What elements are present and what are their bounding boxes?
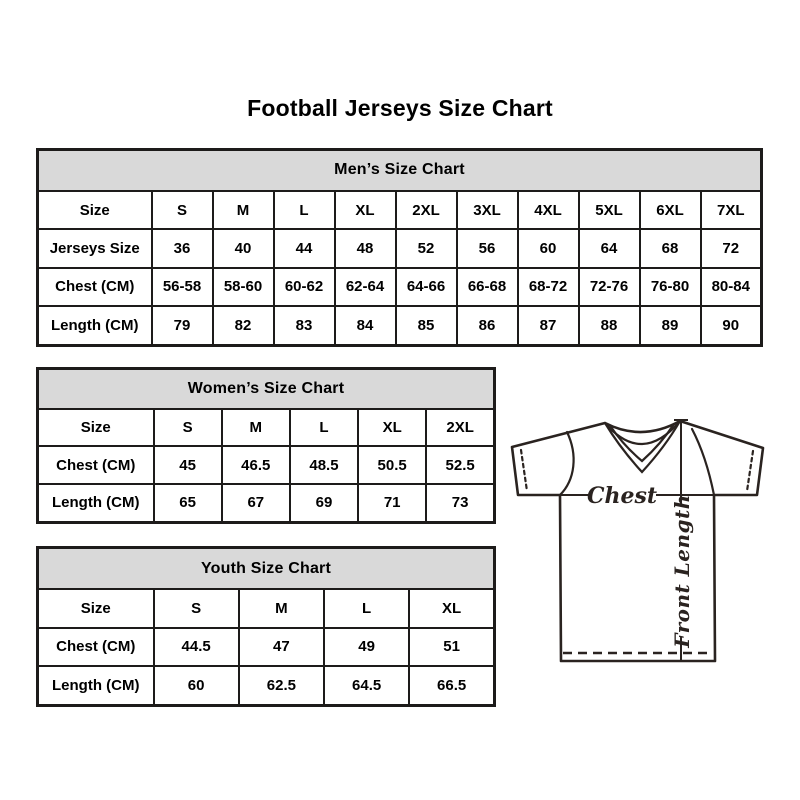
youth-cell: L: [324, 589, 409, 627]
youth-cell: 51: [409, 628, 494, 666]
mens-cell: 44: [274, 229, 335, 267]
womens-cell: 73: [426, 484, 494, 523]
youth-row-label: Size: [38, 589, 154, 627]
mens-cell: 84: [335, 306, 396, 345]
womens-cell: 46.5: [222, 446, 290, 484]
womens-cell: 69: [290, 484, 358, 523]
mens-cell: 88: [579, 306, 640, 345]
youth-row-label: Length (CM): [38, 666, 154, 706]
womens-cell: M: [222, 409, 290, 447]
mens-cell: 89: [640, 306, 701, 345]
mens-cell: 79: [152, 306, 213, 345]
mens-cell: 58-60: [213, 268, 274, 306]
mens-cell: 83: [274, 306, 335, 345]
mens-cell: 7XL: [701, 191, 762, 229]
youth-size-chart-table: [36, 546, 496, 707]
youth-cell: 66.5: [409, 666, 494, 706]
mens-cell: L: [274, 191, 335, 229]
mens-cell: 4XL: [518, 191, 579, 229]
womens-cell: 45: [154, 446, 222, 484]
mens-cell: 90: [701, 306, 762, 345]
mens-cell: 6XL: [640, 191, 701, 229]
mens-table-title: Men’s Size Chart: [38, 150, 762, 191]
mens-cell: XL: [335, 191, 396, 229]
womens-table: [36, 367, 496, 524]
mens-cell: 2XL: [396, 191, 457, 229]
mens-cell: 36: [152, 229, 213, 267]
youth-table-title: Youth Size Chart: [38, 548, 495, 590]
mens-cell: 72: [701, 229, 762, 267]
youth-cell: 64.5: [324, 666, 409, 706]
mens-row-label: Length (CM): [38, 306, 152, 345]
youth-cell: 49: [324, 628, 409, 666]
mens-cell: 64-66: [396, 268, 457, 306]
mens-cell: 48: [335, 229, 396, 267]
youth-cell: 62.5: [239, 666, 324, 706]
page-title: Football Jerseys Size Chart: [247, 95, 553, 121]
youth-cell: 47: [239, 628, 324, 666]
youth-cell: 44.5: [154, 628, 239, 666]
mens-cell: 66-68: [457, 268, 518, 306]
jersey-measurement-diagram: [505, 412, 775, 670]
mens-cell: M: [213, 191, 274, 229]
mens-row-label: Chest (CM): [38, 268, 152, 306]
youth-cell: M: [239, 589, 324, 627]
mens-cell: 80-84: [701, 268, 762, 306]
mens-cell: 3XL: [457, 191, 518, 229]
mens-size-chart-table: [36, 148, 763, 347]
mens-cell: 86: [457, 306, 518, 345]
mens-cell: 68-72: [518, 268, 579, 306]
youth-table: [36, 546, 496, 707]
mens-table: [36, 148, 763, 347]
front-length-label: Front Length: [670, 494, 694, 648]
womens-row-label: Length (CM): [38, 484, 154, 523]
mens-cell: 62-64: [335, 268, 396, 306]
womens-cell: 65: [154, 484, 222, 523]
mens-cell: 85: [396, 306, 457, 345]
mens-cell: 56: [457, 229, 518, 267]
mens-cell: 56-58: [152, 268, 213, 306]
womens-cell: XL: [358, 409, 426, 447]
youth-row-label: Chest (CM): [38, 628, 154, 666]
mens-cell: 82: [213, 306, 274, 345]
womens-cell: 67: [222, 484, 290, 523]
womens-size-chart-table: [36, 367, 496, 524]
mens-cell: 72-76: [579, 268, 640, 306]
mens-cell: 76-80: [640, 268, 701, 306]
mens-cell: 68: [640, 229, 701, 267]
mens-cell: 52: [396, 229, 457, 267]
womens-cell: 2XL: [426, 409, 494, 447]
mens-cell: S: [152, 191, 213, 229]
youth-cell: S: [154, 589, 239, 627]
mens-cell: 60-62: [274, 268, 335, 306]
womens-cell: 50.5: [358, 446, 426, 484]
mens-cell: 60: [518, 229, 579, 267]
mens-cell: 87: [518, 306, 579, 345]
womens-row-label: Size: [38, 409, 154, 447]
youth-cell: 60: [154, 666, 239, 706]
womens-cell: S: [154, 409, 222, 447]
womens-table-title: Women’s Size Chart: [38, 369, 495, 409]
womens-cell: 71: [358, 484, 426, 523]
mens-row-label: Size: [38, 191, 152, 229]
womens-cell: 48.5: [290, 446, 358, 484]
mens-cell: 40: [213, 229, 274, 267]
chest-label: Chest: [586, 483, 658, 509]
womens-cell: 52.5: [426, 446, 494, 484]
womens-cell: L: [290, 409, 358, 447]
mens-cell: 64: [579, 229, 640, 267]
womens-row-label: Chest (CM): [38, 446, 154, 484]
mens-row-label: Jerseys Size: [38, 229, 152, 267]
mens-cell: 5XL: [579, 191, 640, 229]
youth-cell: XL: [409, 589, 494, 627]
